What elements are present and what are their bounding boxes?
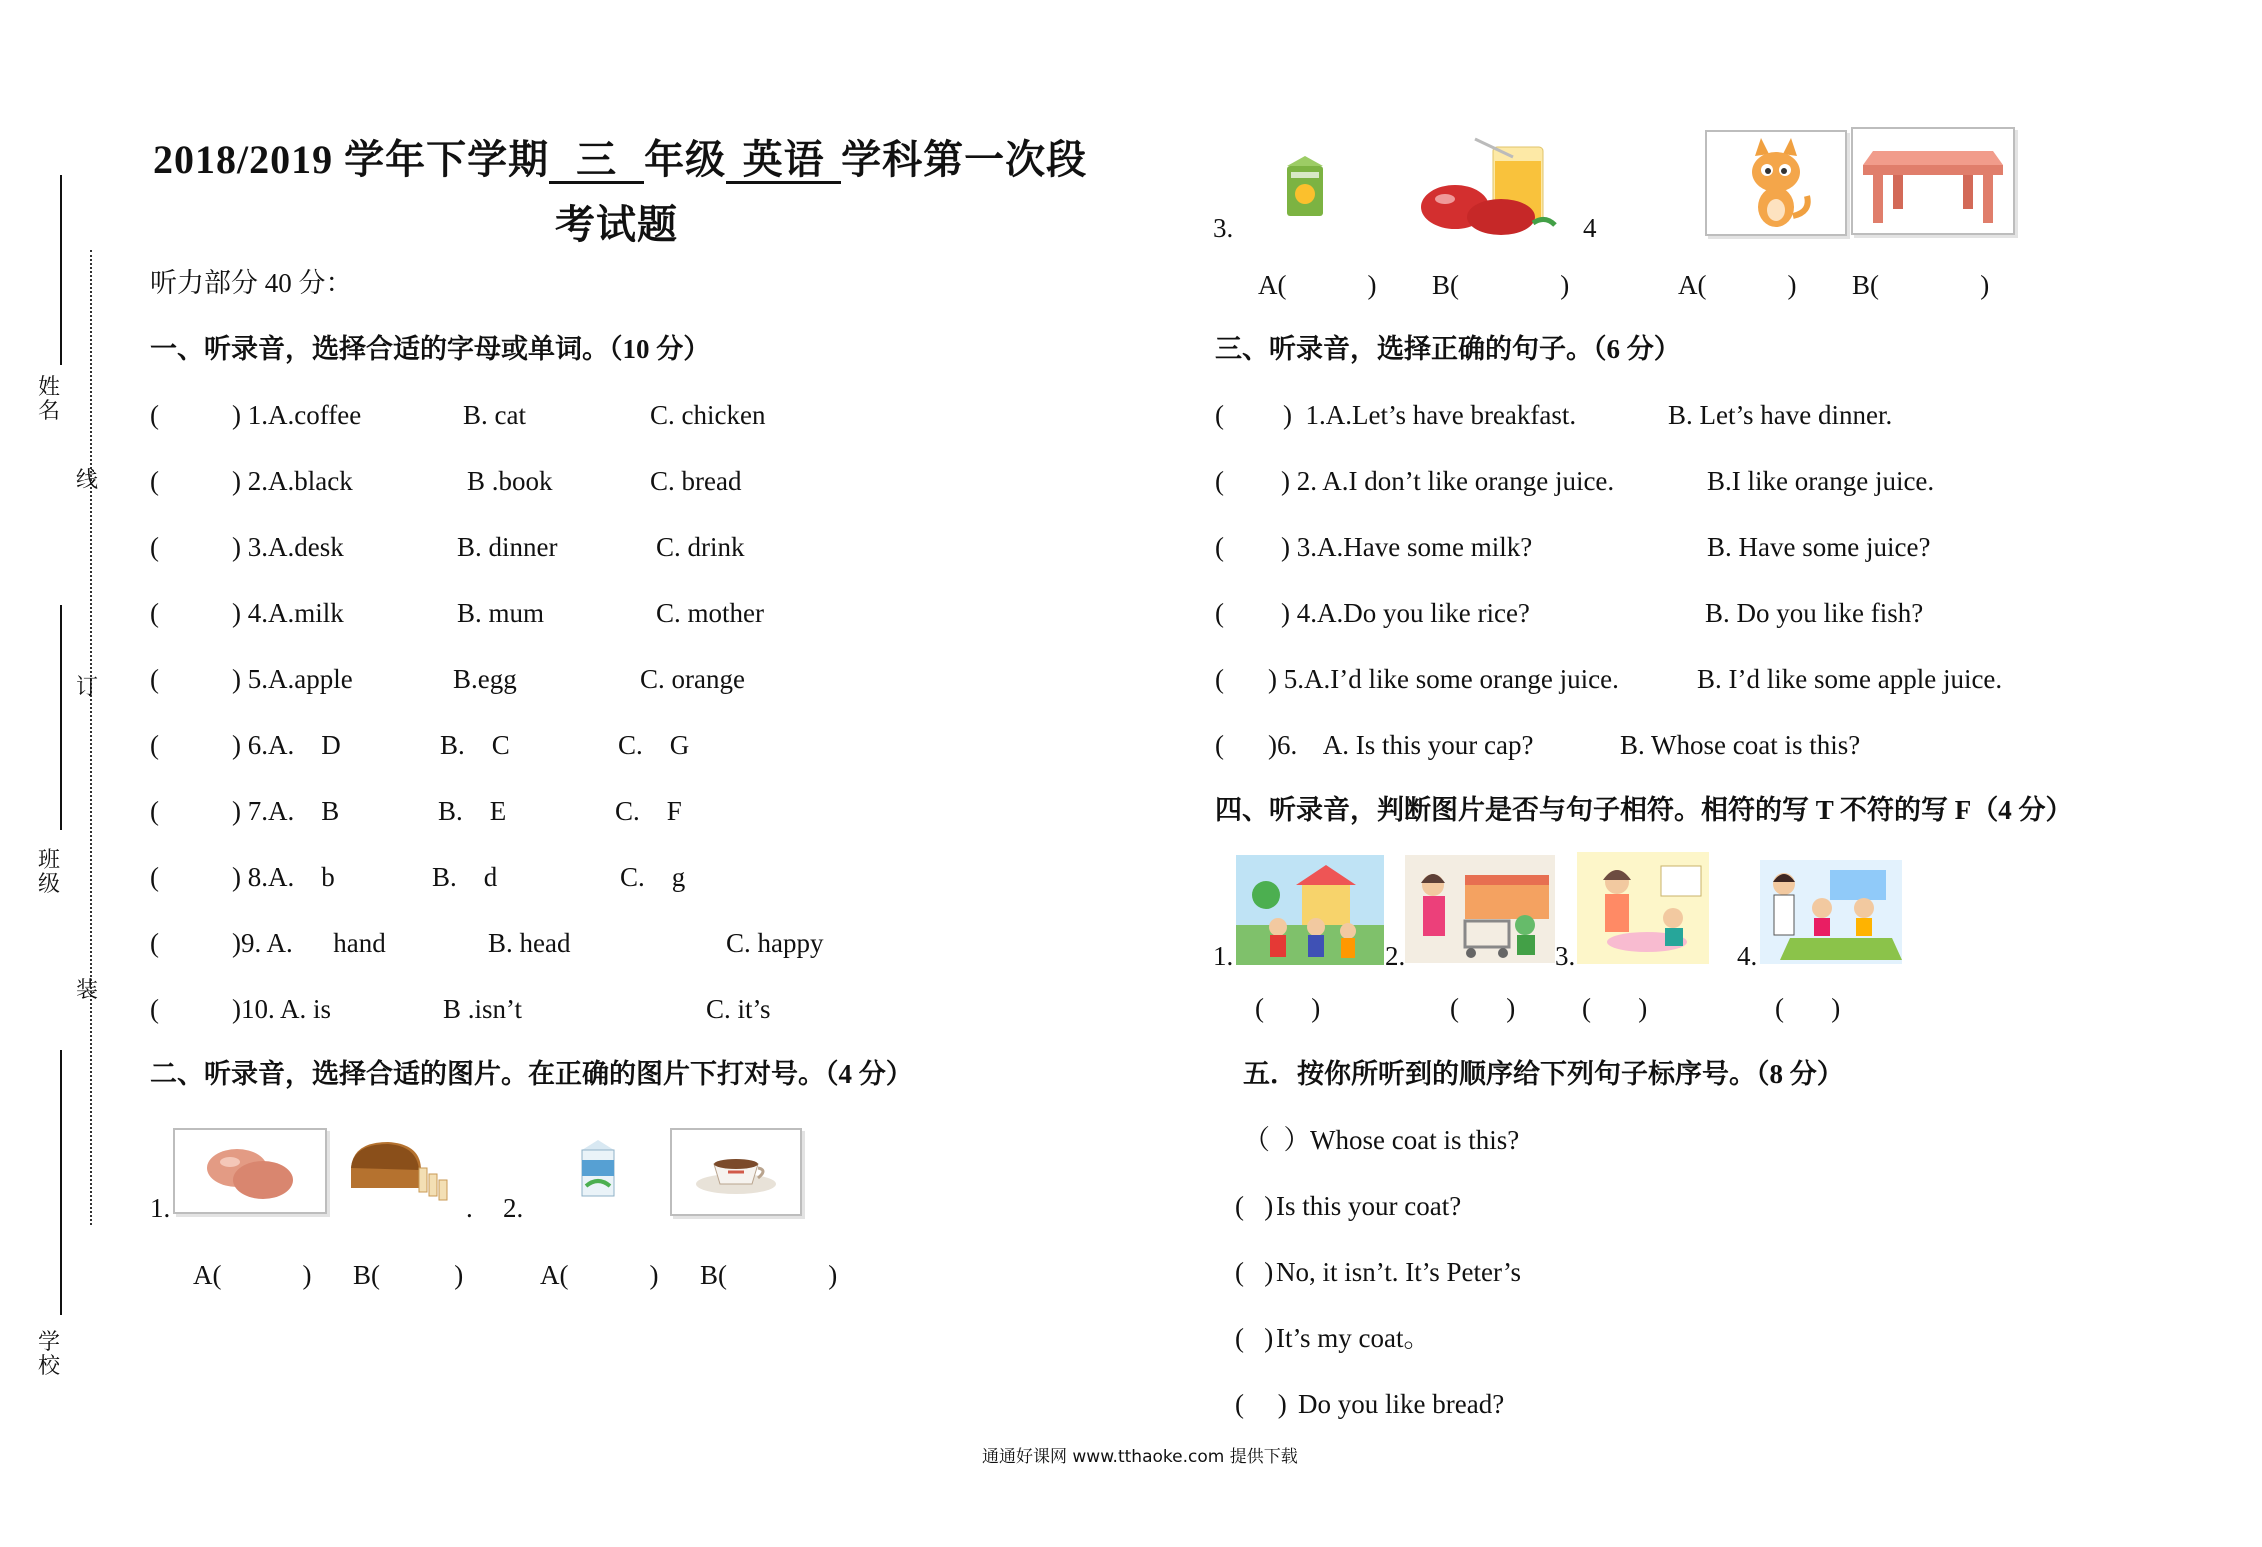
dot-separator: . [466,1193,473,1223]
answer-paren: ( [1215,532,1224,562]
answer-paren: ( [150,598,159,628]
cat-icon [1707,132,1845,234]
coffee-cup-icon [672,1130,800,1214]
item-option-a: ) 8.A. b [232,862,335,892]
item-option-c: C. G [618,730,690,760]
item-option-b: B. E [438,796,507,826]
sentence-option-a: ) 1.A.Let’s have breakfast. [1283,400,1577,430]
answer-paren: ( [1215,400,1224,430]
listening-score: 听力部分 40 分： [150,268,353,298]
item-option-b: B. head [488,928,571,958]
item-option-b: B. d [432,862,498,892]
q1-answer-b[interactable]: B( ) [353,1260,464,1290]
item-option-a: ) 3.A.desk [232,532,344,562]
picture-3-label: 3. [1555,941,1576,971]
question-4-label: 4 [1583,213,1597,243]
q3-answer-a[interactable]: A( ) [1258,270,1377,300]
picture-4-answer[interactable]: ( ) [1775,993,1841,1023]
sentence-option-b: B. Let’s have dinner. [1668,400,1893,430]
item-option-c: C. g [620,862,686,892]
item-option-b: B. cat [463,400,526,430]
question-2-label: 2. [503,1193,524,1223]
q2-answer-b[interactable]: B( ) [700,1260,838,1290]
section3-heading: 三、听录音，选择正确的句子。（6 分） [1215,334,1681,364]
item-option-c: C. it’s [706,994,771,1024]
picture-1-answer[interactable]: ( ) [1255,993,1321,1023]
item-option-a: ) 4.A.milk [232,598,344,628]
margin-line [60,1050,62,1315]
picture-3-answer[interactable]: ( ) [1582,993,1648,1023]
sentence-option-a: ) 5.A.I’d like some orange juice. [1268,664,1619,694]
juice-box-picture[interactable] [1275,150,1335,225]
section4-heading: 四、听录音，判断图片是否与句子相符。相符的写 T 不符的写 F（4 分） [1215,795,2073,825]
q4-answer-b[interactable]: B( ) [1852,270,1990,300]
eggs-picture[interactable] [173,1128,327,1214]
cat-picture[interactable] [1705,130,1847,236]
item-option-c: C. happy [726,928,824,958]
eggs-icon [175,1130,325,1212]
margin-line [60,175,62,365]
milk-carton-picture[interactable] [568,1136,628,1204]
item-option-a: )9. A. hand [232,928,386,958]
item-option-b: B. mum [457,598,545,628]
answer-paren: ( [150,928,159,958]
margin-line [60,605,62,830]
sentence-text: Do you like bread? [1298,1389,1505,1419]
desk-picture[interactable] [1851,127,2015,235]
shopping-scene-icon [1405,855,1555,963]
grade-value: 三 [549,139,644,184]
picture-4-label: 4. [1737,941,1758,971]
park-scene-picture[interactable] [1236,855,1384,965]
item-option-c: C. drink [656,532,745,562]
item-option-b: B .book [467,466,553,496]
answer-paren: ( [150,466,159,496]
order-paren[interactable]: ( ) [1235,1191,1274,1221]
item-option-c: C. bread [650,466,742,496]
item-option-a: ) 7.A. B [232,796,340,826]
question-3-label: 3. [1213,213,1234,243]
order-paren[interactable]: ( ) [1235,1389,1287,1419]
milk-carton-icon [568,1136,628,1204]
q2-answer-a[interactable]: A( ) [540,1260,659,1290]
answer-paren: ( [150,994,159,1024]
kitchen-scene-picture[interactable] [1577,852,1709,964]
desk-icon [1853,129,2013,233]
answer-paren: ( [1215,466,1224,496]
title-rest: 学科第一次段 [841,137,1088,182]
item-option-a: ) 6.A. D [232,730,341,760]
dining-scene-picture[interactable] [1760,860,1902,964]
grade-suffix: 年级 [644,137,727,182]
sentence-option-a: ) 3.A.Have some milk? [1281,532,1533,562]
section1-heading: 一、听录音，选择合适的字母或单词。（10 分） [150,334,711,364]
item-option-a: ) 5.A.apple [232,664,353,694]
answer-paren: ( [150,664,159,694]
margin-char-ding: 订 [75,674,98,699]
shopping-scene-picture[interactable] [1405,855,1555,963]
sentence-option-b: B.I like orange juice. [1707,466,1935,496]
item-option-a: ) 2.A.black [232,466,353,496]
item-option-b: B.egg [453,664,517,694]
sentence-text: It’s my coat。 [1276,1323,1431,1353]
apples-juice-icon [1415,135,1575,240]
park-scene-icon [1236,855,1384,965]
item-option-c: C. chicken [650,400,766,430]
section5-heading: 五．按你所听到的顺序给下列句子标序号。（8 分） [1243,1059,1844,1089]
margin-char-zhuang: 装 [75,977,98,1002]
footer-credit: 通通好课网 www.tthaoke.com 提供下载 [982,1447,1298,1467]
answer-paren: ( [1215,664,1224,694]
apples-and-juice-picture[interactable] [1415,135,1575,240]
sentence-text: No, it isn’t. It’s Peter’s [1276,1257,1522,1287]
sentence-option-b: B. Have some juice? [1707,532,1931,562]
sentence-option-a: ) 2. A.I don’t like orange juice. [1281,466,1615,496]
school-label: 学校 [37,1329,60,1379]
picture-1-label: 1. [1213,941,1234,971]
item-option-a: )10. A. is [232,994,332,1024]
answer-paren: ( [150,400,159,430]
bread-icon [343,1130,453,1208]
subject-value: 英语 [726,139,841,184]
question-1-label: 1. [150,1193,171,1223]
coffee-cup-picture[interactable] [670,1128,802,1216]
sentence-option-b: B. I’d like some apple juice. [1697,664,2003,694]
sentence-option-a: )6. A. Is this your cap? [1268,730,1534,760]
section2-heading: 二、听录音，选择合适的图片。在正确的图片下打对号。（4 分） [150,1059,913,1089]
sentence-text: Is this your coat? [1276,1191,1462,1221]
answer-paren: ( [150,862,159,892]
item-option-c: C. F [615,796,682,826]
bread-picture[interactable] [343,1130,453,1208]
item-option-b: B .isn’t [443,994,523,1024]
q1-answer-a[interactable]: A( ) [193,1260,312,1290]
item-option-c: C. orange [640,664,745,694]
sentence-option-a: ) 4.A.Do you like rice? [1281,598,1530,628]
item-option-b: B. dinner [457,532,558,562]
item-option-c: C. mother [656,598,764,628]
class-label: 班级 [37,847,60,897]
answer-paren: ( [150,796,159,826]
order-paren[interactable]: ( ) [1235,1257,1274,1287]
title-prefix: 2018/2019 学年下学期 [153,137,550,182]
answer-paren: ( [150,730,159,760]
item-option-b: B. C [440,730,510,760]
sentence-option-b: B. Do you like fish? [1705,598,1924,628]
exam-title-line2: 考试题 [555,202,678,247]
sentence-option-b: B. Whose coat is this? [1620,730,1861,760]
name-label: 姓名 [37,374,60,424]
answer-paren: ( [150,532,159,562]
order-paren[interactable]: ( ) [1235,1323,1274,1353]
q3-answer-b[interactable]: B( ) [1432,270,1570,300]
juice-box-icon [1275,150,1335,225]
item-option-a: ) 1.A.coffee [232,400,362,430]
sentence-text: Whose coat is this? [1310,1125,1520,1155]
exam-title [153,128,1087,185]
margin-dotted-line [90,250,92,1225]
picture-2-answer[interactable]: ( ) [1450,993,1516,1023]
answer-paren: ( [1215,730,1224,760]
order-paren[interactable]: （ ） [1243,1125,1311,1155]
q4-answer-a[interactable]: A( ) [1678,270,1797,300]
picture-2-label: 2. [1385,941,1406,971]
dining-scene-icon [1760,860,1902,964]
margin-char-line: 线 [75,467,98,492]
answer-paren: ( [1215,598,1224,628]
kitchen-scene-icon [1577,852,1709,964]
